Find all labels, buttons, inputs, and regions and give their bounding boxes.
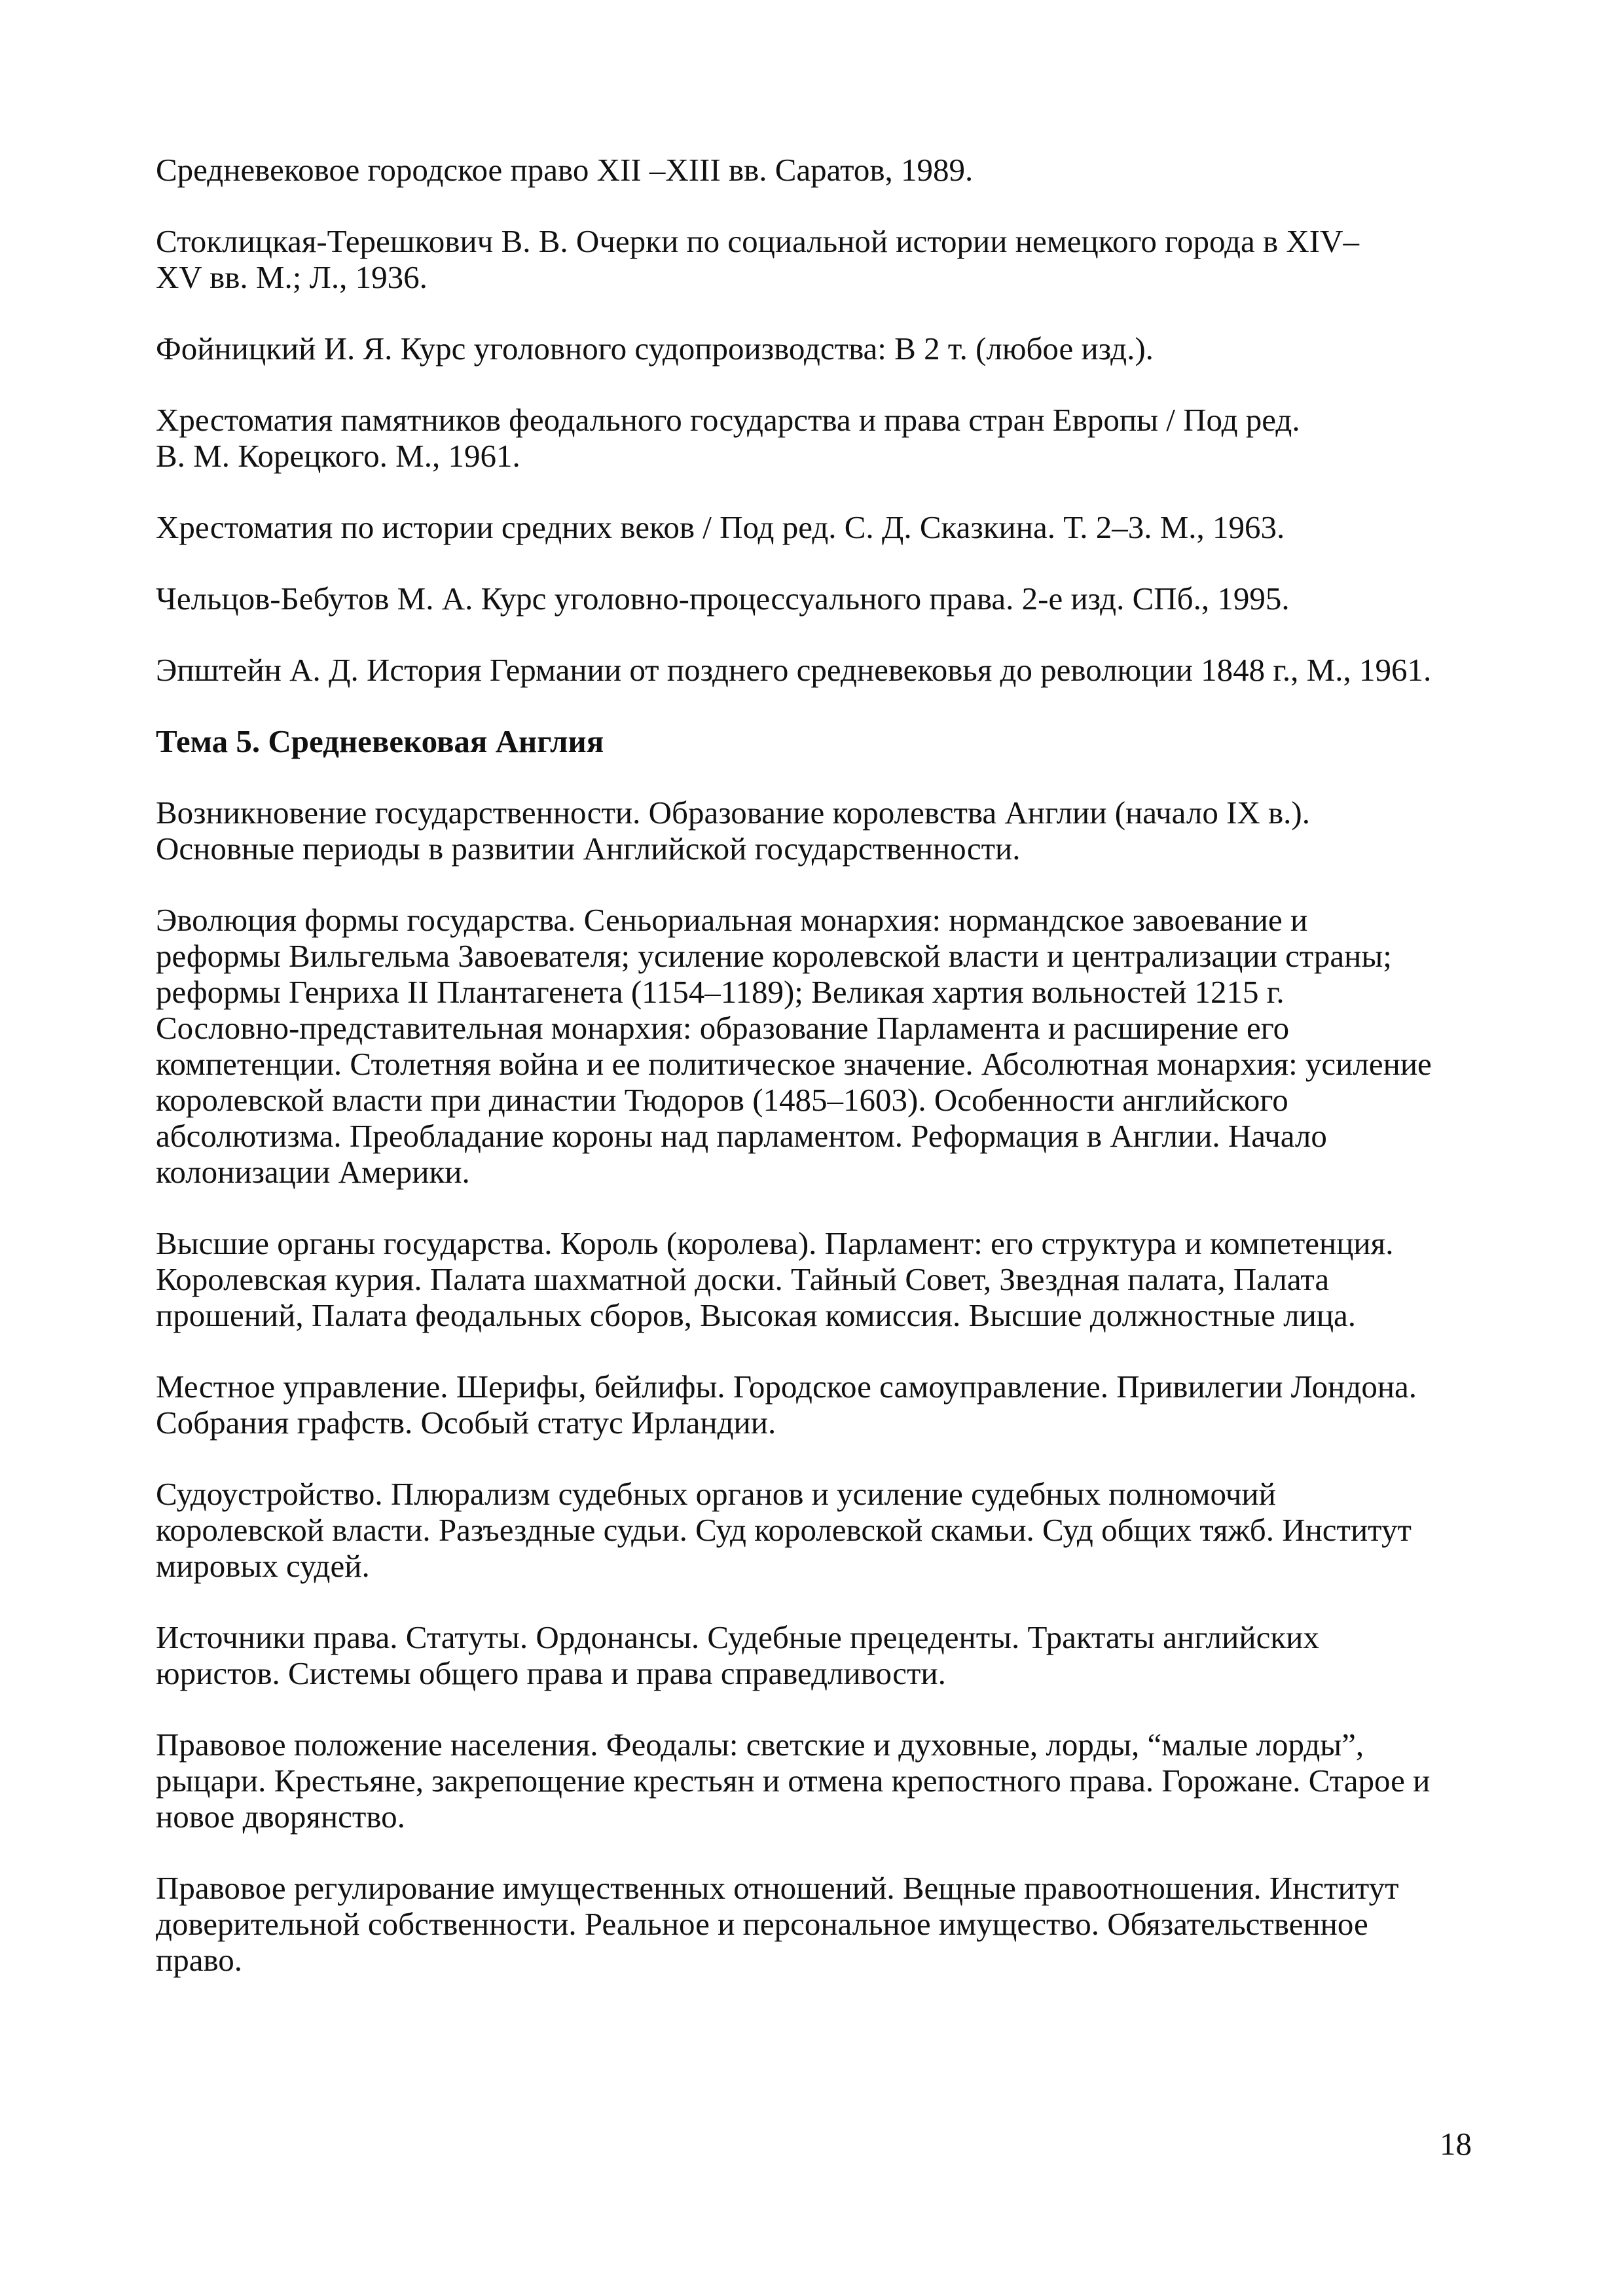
reference-entry: Средневековое городское право XII –XIII вв. Саратов, 1989. [156, 152, 974, 188]
reference-entry: Хрестоматия памятников феодального государства и права стран Европы / Под ред. В. М. Корецкого. М., 1961. [156, 402, 1300, 474]
page-number: 18 [1440, 2126, 1472, 2162]
page-content [156, 152, 1472, 2013]
section-paragraph: Правовое положение населения. Феодалы: светские и духовные, лорды, “малые лорды”, рыцари. Крестьяне, закрепощение крестьян и отмена крепостного права. Горожане. Старое и новое дворянство. [156, 1727, 1431, 1835]
reference-entry: Эпштейн А. Д. История Германии от позднего средневековья до революции 1848 г., М., 1961. [156, 652, 1432, 688]
reference-entry: Стоклицкая-Терешкович В. В. Очерки по социальной истории немецкого города в XIV– XV вв. М.; Л., 1936. [156, 223, 1360, 295]
section-paragraph: Судоустройство. Плюрализм судебных органов и усиление судебных полномочий королевской власти. Разъездные судьи. Суд королевской скамьи. Суд общих тяжб. Институт мировых судей. [156, 1476, 1412, 1584]
section-paragraph: Источники права. Статуты. Ордонансы. Судебные прецеденты. Трактаты английских юристов. Системы общего права и права справедливости. [156, 1619, 1319, 1691]
reference-entry: Фойницкий И. Я. Курс уголовного судопроизводства: В 2 т. (любое изд.). [156, 331, 1154, 367]
reference-entry: Чельцов-Бебутов М. А. Курс уголовно-процессуального права. 2-е изд. СПб., 1995. [156, 581, 1290, 617]
section-paragraph: Высшие органы государства. Король (королева). Парламент: его структура и компетенция. Королевская курия. Палата шахматной доски. Тайный Совет, Звездная палата, Палата прошений, Палата феодальных сборов, Высокая комиссия. Высшие должностные лица. [156, 1225, 1394, 1333]
section-paragraph: Правовое регулирование имущественных отношений. Вещные правоотношения. Институт доверительной собственности. Реальное и персональное имущество. Обязательственное право. [156, 1870, 1399, 1978]
section-paragraph: Местное управление. Шерифы, бейлифы. Городское самоуправление. Привилегии Лондона. Собрания графств. Особый статус Ирландии. [156, 1369, 1417, 1441]
section-paragraph: Эволюция формы государства. Сеньориальная монархия: нормандское завоевание и реформы Вильгельма Завоевателя; усиление королевской власти и централизации страны; реформы Генриха II Плантагенета (1154–1189); Великая хартия вольностей 1215 г. Сословно-представительная монархия: образование Парламента и расширение его компетенции. Столетняя война и ее политическое значение. Абсолютная монархия: усиление королевской власти при династии Тюдоров (1485–1603). Особенности английского абсолютизма. Преобладание короны над парламентом. Реформация в Англии. Начало колонизации Америки. [156, 902, 1432, 1190]
reference-entry: Хрестоматия по истории средних веков / Под ред. С. Д. Сказкина. Т. 2–3. М., 1963. [156, 509, 1285, 545]
section-title: Тема 5. Средневековая Англия [156, 723, 604, 759]
section-paragraph: Возникновение государственности. Образование королевства Англии (начало IX в.). Основные периоды в развитии Английской государственности. [156, 795, 1310, 867]
